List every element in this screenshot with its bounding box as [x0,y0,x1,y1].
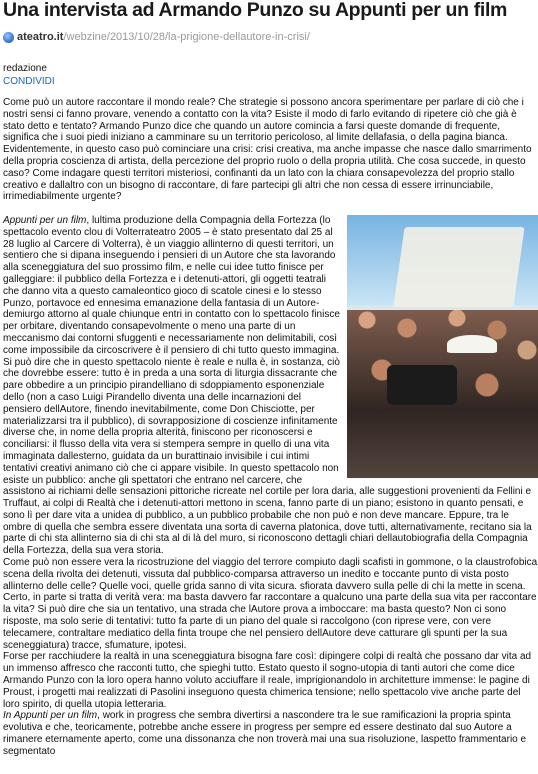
photo-white-cap [447,335,497,353]
paragraph-7-text: , work in progress che sembra divertirsi a nascondere tra le sue ramificazioni la propria spinta evolutiva e che, teoricamente, potrebbe anche essere in progress per sempre ed essere destinato dal suo Autore a rimanere eternamente aperto, come una dissonanza che non troverà mai una sua risoluzione, laspetto frammentario e segmentato [3,710,527,757]
author-label: redazione [3,63,47,74]
paragraph-1: Come può un autore raccontare il mondo reale? Che strategie si possono ancora sperimentare per parlare di ciò che i nostri sensi ci fanno provare, venendo a contatto con la vita? Esiste il modo di farlo evitando di ripetere ciò che già è stato detto e tentato? Armando Punzo dice che quando un autore comincia a farsi queste domande di frequente, significa che i suoi piedi iniziano a camminare su un territorio pericoloso, al limite dellafasia, o della pagina bianca. [3,97,524,144]
article-body [3,97,538,758]
photo-white-banner [393,227,524,307]
photo-camera [387,365,457,405]
source-path[interactable]: /webzine/2013/10/28/la-prigione-dellautore-in-crisi/ [63,31,310,43]
paragraph-gap [3,203,538,215]
source-domain[interactable]: ateatro.it [17,31,64,43]
paragraph-3-title: Appunti per un film [3,214,87,226]
article-photo [347,215,538,478]
paragraph-5: Come può non essere vera la ricostruzione del viaggio del terrore compiuto dagli scafisti in gommone, o la claustrofobica scena della rivolta dei detenuti, vissuta dal pubblico-comparsa attraverso un inedito e toccante punto di vista posto allinterno delle celle? Quelle voci, quelle grida sanno di vita sicura. sfiorata davvero sulla pelle di chi la mette in scena. Certo, in parte si tratta di verità vera: ma basta davvero far raccontare a qualcuno una parte della sua vita per raccontare la vita? Si può dire che sia un tentativo, una strada che lAutore prova a imboccare: ma basta questo? Non ci sono risposte, ma solo serie di tentativi: tutto fa parte di un piano del quale si raccolgono (con riprese vere, con vere telecamere, contraltare mediatico della finta troupe che nel pensiero dellAutore deve catturare gli spunti per la sua sceneggiatura) tracce, sfumature, ipotesi. [3,557,538,651]
paragraph-6: Forse per racchiudere la realtà in una sceneggiatura bisogna fare così: dipingere colpi di realtà che possano dar vita ad un immenso affresco che racconti tutto, che spieghi tutto. Estato questo il sogno-utopia di tanti autori che come dice Armando Punzo con la loro opera hanno voluto acciuffare il reale, imprigionandolo in architetture immense: le pagine di Proust, i progetti mai realizzati di Pasolini inseguono questa chimerica tensione; nello spettacolo vive anche parte del loro spirito, di quella utopia letteraria. [3,651,532,710]
share-link[interactable]: CONDIVIDI [3,76,55,87]
paragraph-7-title: In Appunti per un film [3,710,98,722]
source-line[interactable] [3,29,310,45]
site-globe-icon [3,32,14,43]
paragraph-4: Si può dire che in questo spettacolo niente è reale e nulla è, in sostanza, ciò che dovrebbe essere: tutto è in preda a una sorta di liturgia dissacrante che pare obbedire a un principio pirandelliano di sdoppiamento esponenziale dello (non a caso Luigi Pirandello diventa una delle incarnazioni del pensiero dellAutore, finendo inevitabilmente, come Don Chisciotte, per materializzarsi tra il pubblico), di sovrapposizione di coscienze infinitamente diverse che, in nome della propria alterità, finiscono per riconoscersi e conciliarsi: il flusso della vita vera si stempera sempre in quello di una vita immaginata dallesterno, guidata da un burattinaio invisibile i cui intimi tentativi creativi animano ciò che ci appare visibile. In questo spettacolo non esiste un pubblico: anche gli spettatori che entrano nel carcere, che assistono ai richiami delle sensazioni pittoriche ricreate nel cortile per lora daria, alle suggestioni provenienti da Fellini e Truffaut, ai colpi di Realtà che i detenuti-attori mettono in scena, fanno parte di un piano; esistono in quanto pensati, e sono lì per dare vita a unidea di pubblico, a un pubblico probabile che non può e non deve mancare. Eppure, tra le ombre di quella che sembra essere diventata una sorta di caverna platonica, dove tutti, alternativamente, recitano sia la parte di chi sta allinterno sia di chi sta al di là del muro, si riconoscono dettagli chiari dellautobiografia della Compagnia della Fortezza, della sua vera storia. [3,356,532,557]
paragraph-3-text: , lultima produzione della Compagnia della Fortezza (lo spettacolo evento clou di Volterrateatro 2005 – è stato presentato dal 25 al 28 luglio al Carcere di Volterra), è un viaggio allinterno di questi territori, un sentiero che si dipana inseguendo i pensieri di un Autore che sta lavorando alla sceneggiatura del suo prossimo film, e nelle cui idee tutto finisce per galleggiare: il pubblico della Fortezza e i detenuti-attori, gli oggetti teatrali che danno vita a questo camaleontico gioco di scatole cinesi e lo stesso Punzo, portavoce ed ennesima emanazione della fantasia di un Autore-demiurgo attorno al quale chiunque entri in contatto con lo spettacolo finisce per orbitare, diventando consapevolmente o meno una parte di un meccanismo dai contorni sfuggenti e necessariamente non delimitabili, così come impossibile da circoscrivere è il pensiero di chi tutto questo immagina. [3,214,340,356]
paragraph-2: Evidentemente, in questo caso può cominciare una crisi: crisi creativa, ma anche impasse che nasce dallo smarrimento della propria coscienza di artista, della percezione del proprio ruolo o della propria utilità. Che cosa succede, in questo caso? Come indagare questi territori misteriosi, confinanti da un lato con la chiara consapevolezza del proprio stallo creativo e dallaltro con un bisogno di raccontare, di fare partecipi gli altri che non cessa di essere irrinunciabile, irrimediabilmente urgente? [3,144,532,203]
article-title: Una intervista ad Armando Punzo su Appunti per un film [3,0,508,21]
paragraph-7 [3,710,538,757]
